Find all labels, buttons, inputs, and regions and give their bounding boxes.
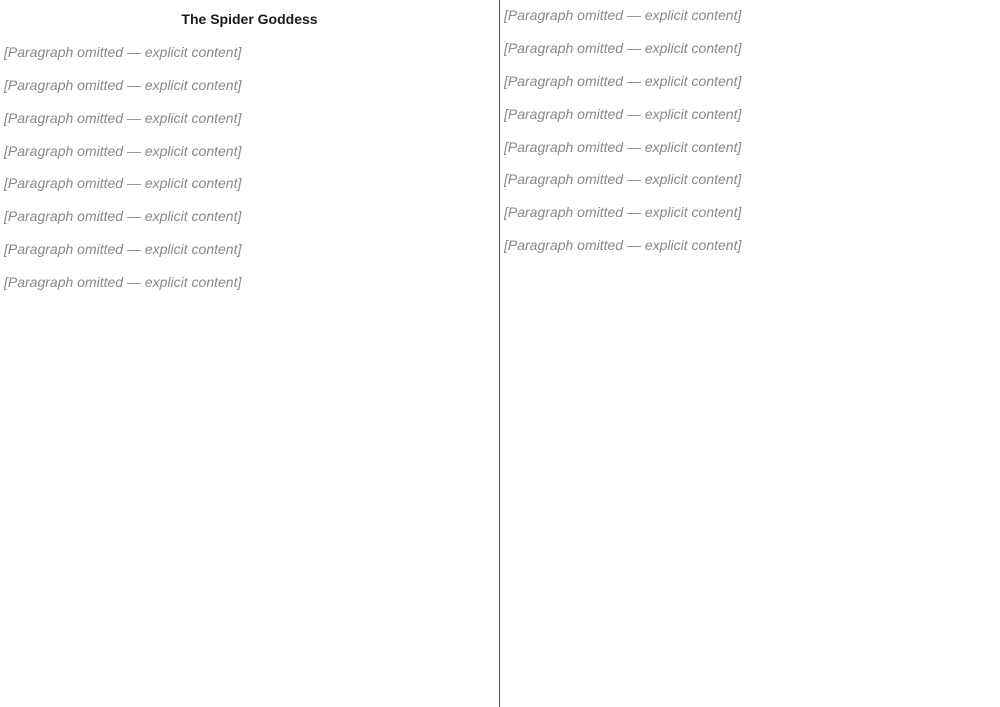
paragraph-placeholder: [Paragraph omitted — explicit content] — [504, 7, 742, 23]
paragraph-placeholder: [Paragraph omitted — explicit content] — [4, 76, 242, 93]
right-column — [500, 0, 1000, 707]
paragraph-placeholder: [Paragraph omitted — explicit content] — [4, 241, 242, 258]
paragraph-placeholder: [Paragraph omitted — explicit content] — [4, 274, 242, 291]
right-column-body — [504, 6, 996, 255]
paragraph-placeholder: [Paragraph omitted — explicit content] — [4, 208, 242, 225]
paragraph-placeholder: [Paragraph omitted — explicit content] — [4, 142, 242, 159]
paragraph-placeholder: [Paragraph omitted — explicit content] — [504, 39, 742, 56]
paragraph-placeholder: [Paragraph omitted — explicit content] — [4, 175, 242, 192]
paragraph-placeholder: [Paragraph omitted — explicit content] — [504, 105, 742, 122]
paragraph-placeholder: [Paragraph omitted — explicit content] — [504, 138, 742, 155]
paragraph-placeholder: [Paragraph omitted — explicit content] — [504, 72, 742, 89]
paragraph-placeholder: [Paragraph omitted — explicit content] — [4, 109, 242, 126]
paragraph-placeholder: [Paragraph omitted — explicit content] — [504, 237, 742, 254]
paragraph-placeholder: [Paragraph omitted — explicit content] — [4, 43, 242, 60]
paragraph-placeholder: [Paragraph omitted — explicit content] — [504, 204, 742, 221]
paragraph-placeholder: [Paragraph omitted — explicit content] — [504, 171, 742, 188]
page-title: The Spider Goddess — [181, 11, 318, 27]
left-column-body — [4, 43, 495, 292]
